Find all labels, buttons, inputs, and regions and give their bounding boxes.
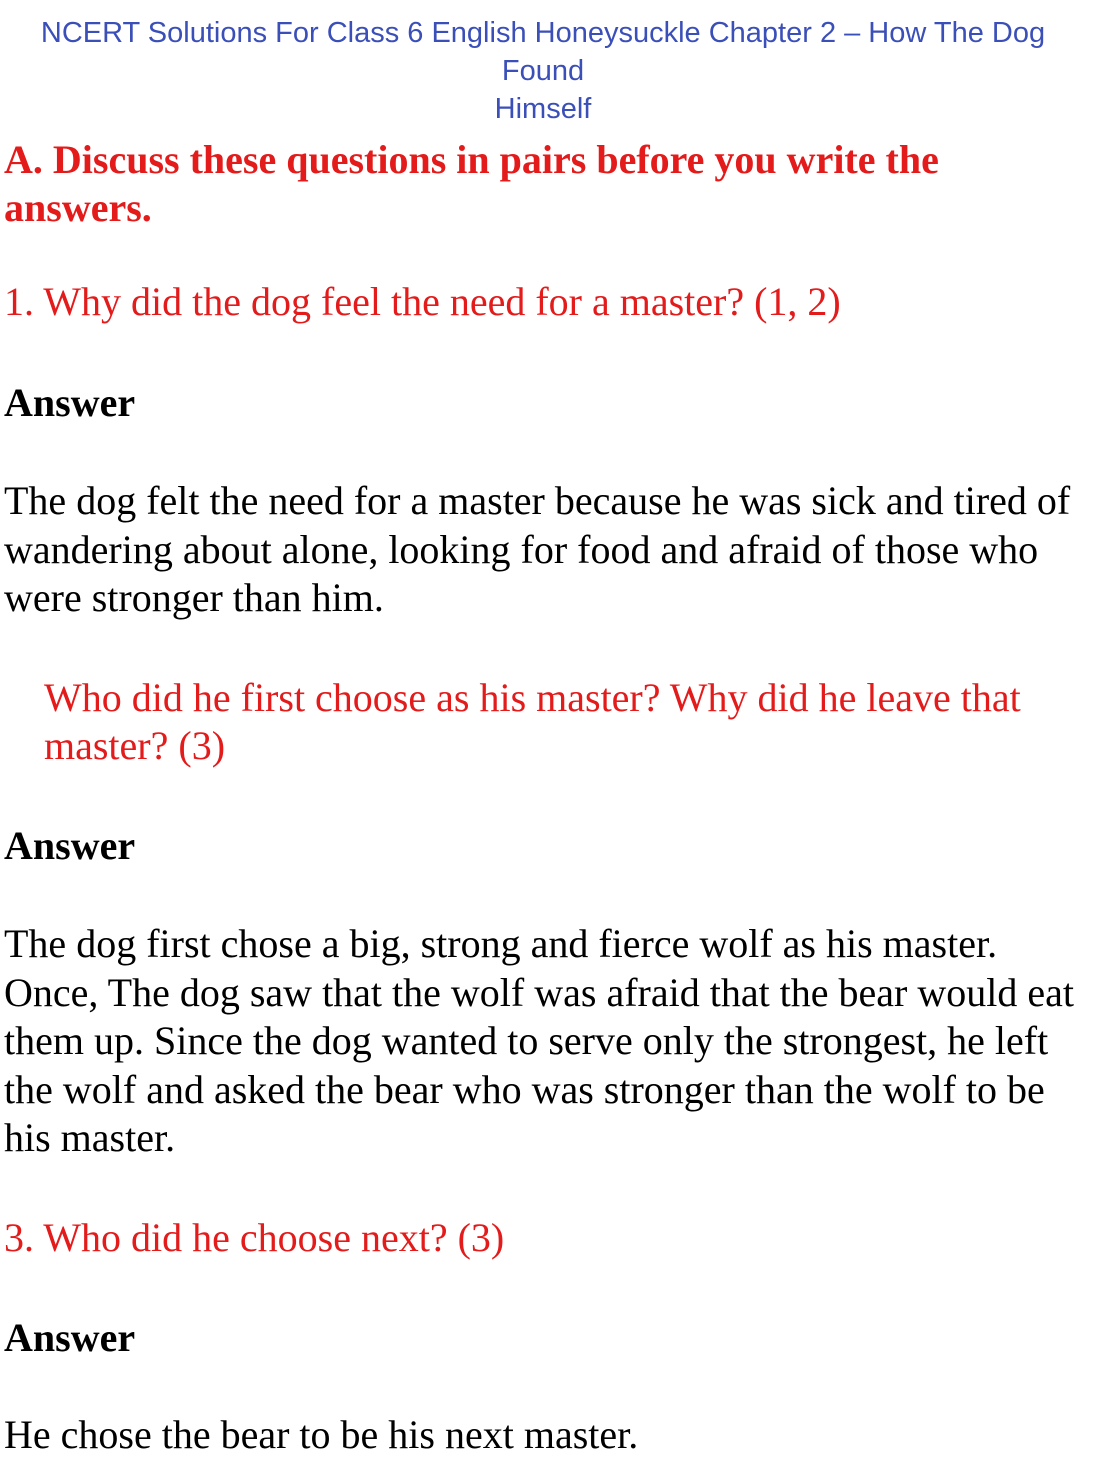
question-3-number: 3. (4, 1215, 34, 1260)
question-2-text: Who did he first choose as his master? Why did he leave that master? (3) (44, 675, 1021, 768)
question-1-text: Why did the dog feel the need for a master? (1, 2) (43, 279, 841, 324)
header-title-line-1: NCERT Solutions For Class 6 English Honeysuckle Chapter 2 – How The Dog Found (40, 17, 1046, 87)
question-3 (4, 1214, 1094, 1262)
question-1 (4, 278, 1094, 326)
answer-2-label: Answer (4, 823, 136, 868)
question-1-number: 1. (4, 279, 34, 324)
header-title-line-2: Himself (494, 93, 592, 125)
answer-2-text: The dog first chose a big, strong and fierce wolf as his master. Once, The dog saw that the wolf was afraid that the bear would eat them up. Since the dog wanted to serve only the strongest, he left the wolf and asked the bear who was stronger than the wolf to be his master. (4, 921, 1074, 1160)
answer-1-label: Answer (4, 380, 136, 425)
section-title: A. Discuss these questions in pairs before you write the answers. (4, 137, 939, 230)
question-2 (4, 674, 1100, 770)
question-3-text: Who did he choose next? (3) (43, 1215, 505, 1260)
answer-3-label: Answer (4, 1315, 136, 1360)
answer-1-text: The dog felt the need for a master because he was sick and tired of wandering about alone, looking for food and afraid of those who were stronger than him. (4, 478, 1071, 620)
page-header (0, 14, 1086, 128)
question-2-number (4, 674, 44, 722)
answer-3-text: He chose the bear to be his next master. (4, 1412, 639, 1457)
